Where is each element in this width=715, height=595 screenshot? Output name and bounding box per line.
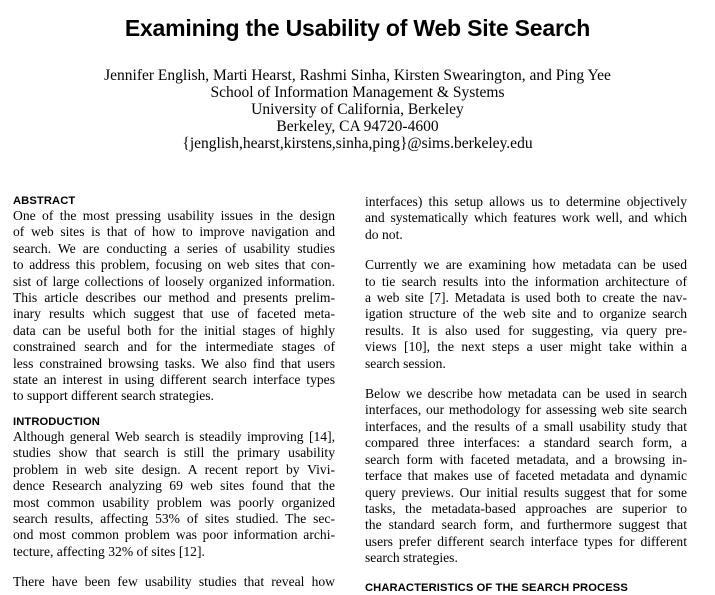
text-line: studies show that search is still the primary usability <box>13 445 335 461</box>
abstract-paragraph <box>13 208 335 405</box>
metadata-paragraph <box>365 257 687 372</box>
text-line: This article describes our method and presents prelim- <box>13 290 335 306</box>
text-line: data can be useful both for the initial stages of highly <box>13 322 335 338</box>
text-line: and systematically which features work well, and which <box>365 210 687 226</box>
text-line: ond most common problem was poor information archi- <box>13 527 335 543</box>
text-line: constrained search and for the intermediate stages of <box>13 339 335 355</box>
text-line: views [10], the next steps a user might take within a <box>365 339 687 355</box>
text-line: users prefer different search interface types for different <box>365 533 687 549</box>
text-line: Currently we are examining how metadata can be used <box>365 257 687 273</box>
text-line: search strategies. <box>365 550 458 566</box>
text-line: One of the most pressing usability issues in the design <box>13 208 335 223</box>
introduction-paragraph-2 <box>13 574 335 590</box>
text-line: of web sites is that of how to improve navigation and <box>13 224 335 240</box>
text-line: to support different search strategies. <box>13 388 214 404</box>
introduction-heading: INTRODUCTION <box>13 415 100 428</box>
text-line: sist of large collections of loosely organized information. <box>13 273 335 289</box>
text-line: Although general Web search is steadily improving [14], <box>13 428 335 444</box>
left-column <box>13 194 335 591</box>
text-line: results. It is also used for suggesting, via query pre- <box>365 322 687 338</box>
author-block <box>0 67 715 152</box>
text-line: Below we describe how metadata can be used in search <box>365 386 687 402</box>
text-line: the standard search form, and furthermore suggest that <box>365 517 687 533</box>
text-line: search form with faceted metadata, and a browsing in- <box>365 451 687 467</box>
continued-paragraph <box>365 194 687 243</box>
text-line: query previews. Our initial results suggest that for some <box>365 484 687 500</box>
text-line: less constrained browsing tasks. We also find that users <box>13 355 335 371</box>
text-line: compared three interfaces: a standard search form, a <box>365 435 687 451</box>
right-column <box>365 194 687 595</box>
text-line: inary results which suggest that use of faceted meta- <box>13 306 335 322</box>
author-emails: {jenglish,hearst,kirstens,sinha,ping}@sims.berkeley.edu <box>182 135 533 152</box>
introduction-paragraph <box>13 429 335 560</box>
text-line: There have been few usability studies that reveal how <box>13 574 335 590</box>
paper-title: Examining the Usability of Web Site Search <box>124 15 591 41</box>
text-line: search. We are conducting a series of usability studies <box>13 240 335 256</box>
author-university: University of California, Berkeley <box>251 101 464 118</box>
text-line: to tie search results into the information architecture of <box>365 273 687 289</box>
text-line: most common usability problem was poorly organized <box>13 494 335 510</box>
text-line: do not. <box>365 226 403 242</box>
text-line: a web site [7]. Metadata is used both to create the nav- <box>365 290 687 306</box>
author-names: Jennifer English, Marti Hearst, Rashmi Sinha, Kirsten Swearington, and Ping Yee <box>104 67 611 84</box>
text-line: terface that makes use of faceted metadata and dynamic <box>365 468 687 484</box>
text-line: to address this problem, focusing on web sites that con- <box>13 257 335 273</box>
text-line: tasks, the metadata-based approaches are superior to <box>365 500 687 516</box>
text-line: interfaces, and the results of a small usability study that <box>365 418 687 434</box>
text-line: search results, affecting 53% of sites studied. The sec- <box>13 510 335 526</box>
text-line: interfaces, our methodology for assessing web site search <box>365 402 687 418</box>
text-line: search session. <box>365 355 446 371</box>
overview-paragraph <box>365 386 687 566</box>
author-address: Berkeley, CA 94720-4600 <box>276 118 439 135</box>
text-line: state an interest in using different search interface types <box>13 372 335 388</box>
text-line: problem in web site design. A recent report by Vivi- <box>13 461 335 477</box>
text-line: dence Research analyzing 69 web sites found that the <box>13 478 335 494</box>
abstract-heading: ABSTRACT <box>13 195 76 207</box>
text-line: igation structure of the web site and to organize search <box>365 306 687 322</box>
author-department: School of Information Management & Systems <box>210 84 505 101</box>
search-process-heading: CHARACTERISTICS OF THE SEARCH PROCESS <box>365 581 628 594</box>
text-line: interfaces) this setup allows us to determine objectively <box>365 194 687 209</box>
text-line: tecture, affecting 32% of sites [12]. <box>13 543 205 559</box>
